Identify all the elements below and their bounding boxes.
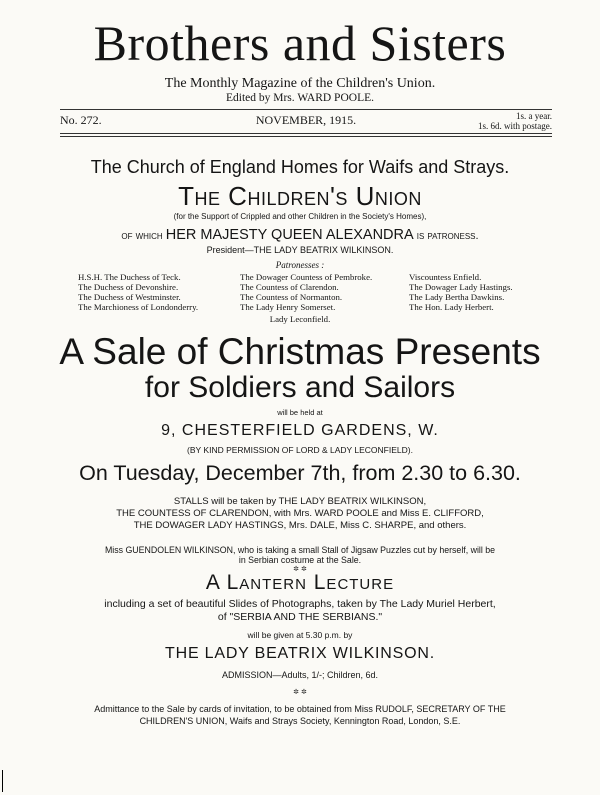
sale-heading: A Sale of Christmas Presents (59, 331, 541, 372)
queen-prefix: of which (121, 230, 163, 242)
price-year: 1s. a year. (516, 111, 552, 121)
sale-subheading: for Soldiers and Sailors (144, 371, 456, 404)
childrens-union-heading: The Children's Union (178, 181, 422, 211)
stalls-line: THE COUNTESS OF CLARENDON, with Mrs. WARD POOLE and Miss E. CLIFFORD, (116, 508, 484, 519)
lecture-speaker: THE LADY BEATRIX WILKINSON. (165, 645, 435, 662)
patroness: The Lady Bertha Dawkins. (409, 292, 505, 302)
patroness: The Hon. Lady Herbert. (409, 302, 494, 312)
page-edge-mark (2, 770, 3, 792)
jigsaw-line: Miss GUENDOLEN WILKINSON, who is taking a small Stall of Jigsaw Puzzles cut by herself, will be (104, 545, 496, 555)
stalls-line: THE DOWAGER LADY HASTINGS, Mrs. DALE, Miss C. SHARPE, and others. (133, 520, 467, 531)
issue-date: NOVEMBER, 1915. (255, 113, 357, 127)
bottom-rule (60, 133, 552, 134)
lecture-line: of "SERBIA AND THE SERBIANS." (217, 611, 383, 623)
magazine-subtitle: The Monthly Magazine of the Children's Union. (164, 76, 436, 91)
patroness: The Dowager Lady Hastings. (409, 282, 513, 292)
patroness: The Marchioness of Londonderry. (78, 302, 199, 312)
patronesses-label: Patronesses : (275, 260, 325, 270)
lecture-description (0, 598, 600, 624)
patroness: The Duchess of Devonshire. (78, 282, 179, 292)
footer-note (0, 703, 600, 727)
patronesses-column-3 (409, 272, 513, 312)
ornament-stars: ✲ ✲ (293, 689, 307, 696)
admission-line (0, 670, 600, 696)
patronesses-column-1 (78, 272, 198, 312)
lecture-time: will be given at 5.30 p.m. by (247, 630, 353, 640)
patroness: The Lady Henry Somerset. (240, 302, 336, 312)
magazine-title: Brothers and Sisters (93, 15, 507, 71)
price-postage: 1s. 6d. with postage. (478, 121, 552, 131)
president-line: President—THE LADY BEATRIX WILKINSON. (206, 245, 394, 255)
editor-line: Edited by Mrs. WARD POOLE. (225, 92, 374, 104)
lecture-line: including a set of beautiful Slides of Photographs, taken by The Lady Muriel Herbert, (104, 598, 496, 610)
stalls-block (0, 496, 600, 532)
patroness-last: Lady Leconfield. (269, 314, 331, 324)
lantern-lecture-heading: A Lantern Lecture (205, 571, 395, 594)
sale-date: On Tuesday, December 7th, from 2.30 to 6.30. (79, 461, 521, 485)
patroness: The Dowager Countess of Pembroke. (240, 272, 373, 282)
top-rule (60, 109, 552, 110)
stalls-line: STALLS will be taken by THE LADY BEATRIX WILKINSON, (173, 496, 427, 507)
price-box (478, 111, 552, 131)
bottom-rule-double (60, 136, 552, 137)
sale-address: 9, CHESTERFIELD GARDENS, W. (161, 422, 439, 439)
church-heading: The Church of England Homes for Waifs and Strays. (90, 157, 510, 177)
permission-line: (BY KIND PERMISSION OF LORD & LADY LECONFIELD). (187, 445, 413, 455)
patroness: The Duchess of Westminster. (78, 292, 181, 302)
patronesses-column-2 (240, 272, 372, 312)
queen-line (0, 227, 600, 243)
queen-suffix: is patroness. (416, 230, 479, 242)
issue-number: No. 272. (60, 113, 102, 127)
queen-name: HER MAJESTY QUEEN ALEXANDRA (165, 227, 414, 243)
held-at-line: will be held at (277, 408, 323, 417)
footer-line: Admittance to the Sale by cards of invitation, to be obtained from Miss RUDOLF, SECRETARY OF THE (94, 704, 506, 714)
patroness: The Countess of Clarendon. (240, 282, 339, 292)
support-line: (for the Support of Crippled and other Children in the Society's Homes), (173, 212, 427, 221)
patroness: The Countess of Normanton. (240, 292, 343, 302)
jigsaw-line: in Serbian costume at the Sale. (238, 555, 362, 565)
ornament-stars: ✲ ✲ (293, 566, 307, 573)
admission-text: ADMISSION—Adults, 1/-; Children, 6d. (221, 670, 379, 680)
patroness: Viscountess Enfield. (409, 272, 482, 282)
patroness: H.S.H. The Duchess of Teck. (78, 272, 181, 282)
footer-line: CHILDREN'S UNION, Waifs and Strays Society, Kennington Road, London, S.E. (139, 716, 461, 726)
